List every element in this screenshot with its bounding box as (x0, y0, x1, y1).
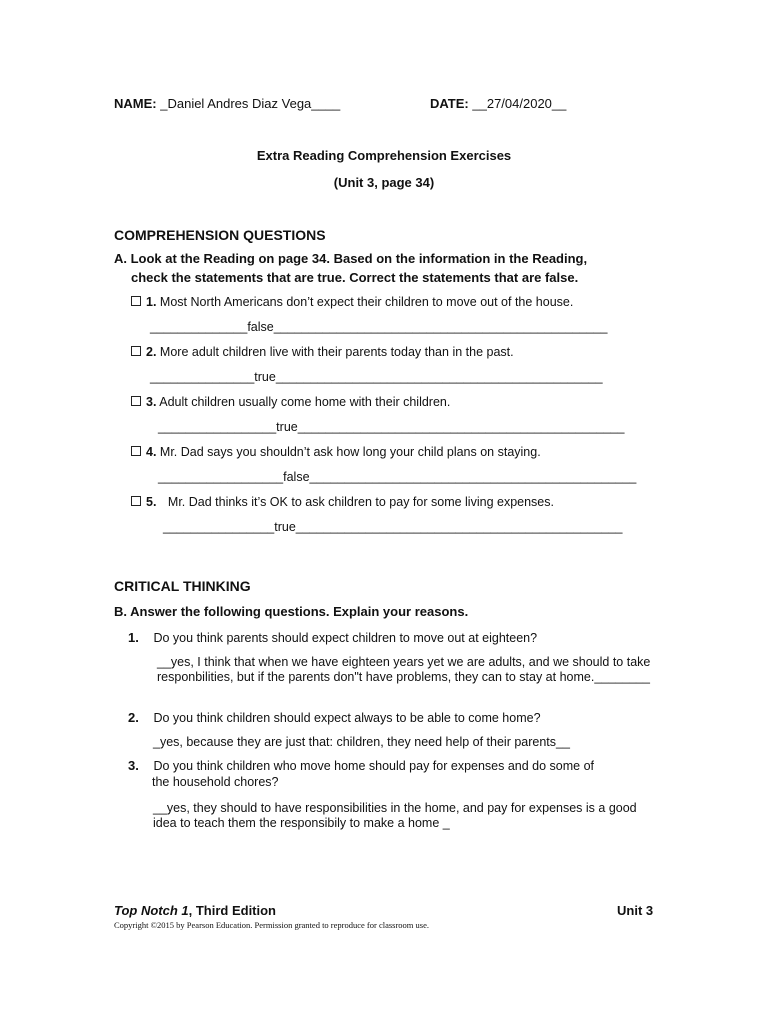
statement-5 (131, 495, 554, 509)
checkbox-1[interactable] (131, 296, 141, 306)
question-number: 3. (128, 758, 139, 773)
answer-1: ______________false________________________________________________ (150, 320, 608, 334)
statement-text: Mr. Dad thinks it’s OK to ask children to pay for some living expenses. (167, 495, 554, 509)
checkbox-3[interactable] (131, 396, 141, 406)
question-number: 1. (128, 630, 139, 645)
date-line (430, 96, 566, 111)
book-edition: , Third Edition (188, 903, 277, 918)
answer-2: _______________true_______________________________________________ (150, 370, 603, 384)
statement-4 (131, 445, 541, 459)
critical-heading: CRITICAL THINKING (114, 578, 251, 594)
answer-q1: __yes, I think that when we have eighteen years yet we are adults, and we should to take responbilities, but if the parents don"t have problems, they can to stay at home.________ (157, 655, 651, 684)
statement-number: 4. (146, 445, 157, 459)
page-subtitle: (Unit 3, page 34) (333, 175, 435, 190)
statement-text: More adult children live with their parents today than in the past. (159, 345, 514, 359)
comprehension-heading: COMPREHENSION QUESTIONS (114, 227, 326, 243)
question-1 (128, 630, 537, 645)
question-text: Do you think children should expect always to be able to come home? (153, 711, 541, 725)
question-2 (128, 710, 541, 725)
date-label: DATE: (430, 96, 469, 111)
page-title: Extra Reading Comprehension Exercises (256, 148, 512, 163)
statement-number: 1. (146, 295, 157, 309)
checkbox-2[interactable] (131, 346, 141, 356)
statement-text: Adult children usually come home with their children. (159, 395, 451, 409)
comprehension-instruction-1: A. Look at the Reading on page 34. Based on the information in the Reading, (114, 251, 588, 266)
question-3-line-2: the household chores? (152, 775, 279, 789)
name-line (114, 96, 340, 111)
statement-number: 5. (146, 495, 157, 509)
answer-q2: _yes, because they are just that: children, they need help of their parents__ (153, 735, 570, 749)
question-3 (128, 758, 594, 773)
statement-number: 3. (146, 395, 157, 409)
book-title: Top Notch 1 (114, 903, 189, 918)
question-number: 2. (128, 710, 139, 725)
statement-3 (131, 395, 450, 409)
question-text: Do you think children who move home should pay for expenses and do some of (153, 759, 595, 773)
statement-1 (131, 295, 573, 309)
date-value: __27/04/2020__ (472, 96, 567, 111)
checkbox-4[interactable] (131, 446, 141, 456)
checkbox-5[interactable] (131, 496, 141, 506)
statement-text: Most North Americans don’t expect their children to move out of the house. (159, 295, 574, 309)
question-text: Do you think parents should expect children to move out at eighteen? (153, 631, 538, 645)
statement-number: 2. (146, 345, 157, 359)
footer-unit: Unit 3 (617, 903, 654, 918)
answer-5: ________________true_______________________________________________ (163, 520, 623, 534)
answer-4: __________________false_______________________________________________ (158, 470, 637, 484)
statement-2 (131, 345, 514, 359)
answer-3: _________________true_______________________________________________ (158, 420, 625, 434)
answer-q3: __yes, they should to have responsibilities in the home, and pay for expenses is a good idea to teach them the responsibily to make a home _ (153, 801, 637, 830)
statement-text: Mr. Dad says you shouldn’t ask how long your child plans on staying. (159, 445, 541, 459)
comprehension-instruction-2: check the statements that are true. Correct the statements that are false. (131, 270, 579, 285)
name-value: _Daniel Andres Diaz Vega____ (160, 96, 341, 111)
critical-instruction: B. Answer the following questions. Explain your reasons. (114, 604, 469, 619)
name-label: NAME: (114, 96, 157, 111)
footer-book (114, 903, 276, 918)
footer-copyright: Copyright ©2015 by Pearson Education. Permission granted to reproduce for classroom use. (114, 920, 429, 930)
